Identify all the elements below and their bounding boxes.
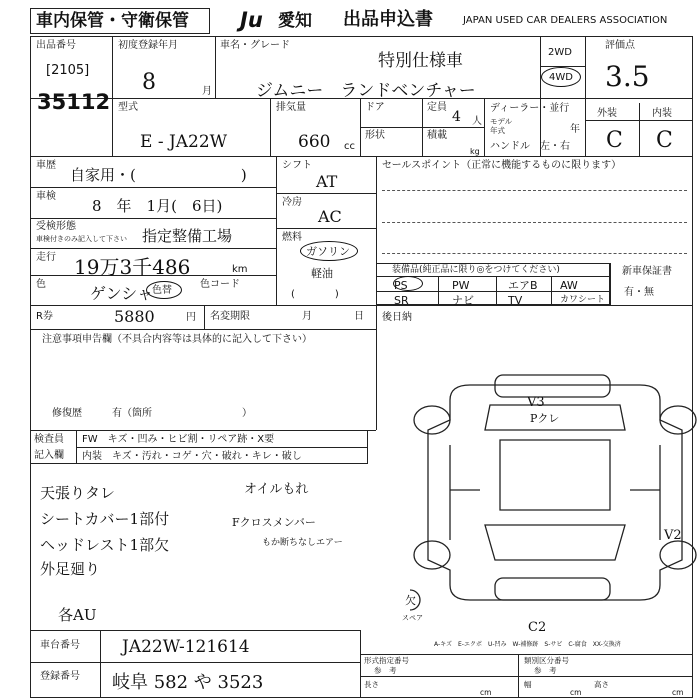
ju-logo: Ju: [240, 8, 263, 32]
service-note: 車検付きのみ記入して下さい: [36, 235, 127, 243]
displacement-value: 660: [298, 132, 331, 152]
mileage-value: 19万3千486: [74, 255, 191, 279]
model-year-label: モデル 年式: [490, 117, 513, 135]
equipment-item: ナビ: [452, 294, 474, 307]
seats-unit: 人: [472, 116, 482, 127]
fuel-other: ( ): [291, 289, 339, 300]
displacement-unit: cc: [344, 141, 355, 152]
type-spec-label: 形式指定番号: [364, 656, 409, 665]
drive-2wd: 2WD: [548, 47, 572, 58]
mileage-label: 走行: [36, 252, 56, 263]
equipment-item: カワシート: [560, 295, 606, 305]
repair-history-value: 有（箇所 ）: [112, 408, 252, 419]
fuel-label: 燃料: [282, 232, 302, 243]
car-damage-diagram: [410, 360, 700, 620]
ac-value: AC: [318, 207, 342, 226]
note-line-1: 天張りタレ: [40, 484, 116, 502]
equipment-item: エアB: [508, 279, 538, 292]
notes-label: 注意事項申告欄（不具合内容等は具体的に記入して下さい）: [42, 334, 312, 345]
rating-value: 3.5: [605, 60, 650, 93]
service-label: 受検形態: [36, 221, 76, 232]
form-title: 出品申込書: [343, 9, 433, 30]
note-oil: オイルもれ: [244, 482, 309, 497]
transfer-month: 月: [302, 311, 312, 322]
equipment-item: AW: [560, 279, 578, 292]
shift-label: シフト: [282, 160, 312, 171]
class-label: 類別区分番号: [524, 656, 569, 665]
association-name: JAPAN USED CAR DEALERS ASSOCIATION: [463, 15, 668, 26]
shift-value: AT: [316, 172, 338, 191]
class-reference: 参 考: [534, 666, 557, 675]
fuel-gas-circle: [300, 241, 358, 261]
color-value: ゲンシャ: [90, 284, 153, 303]
chassis-value: JA22W-121614: [122, 637, 250, 657]
width-unit: cm: [570, 688, 582, 697]
height-label: 高さ: [594, 680, 609, 689]
ps-circle: [393, 276, 423, 291]
sales-point-label: セールスポイント（正常に機能するものに限ります）: [382, 160, 622, 171]
spare-mark: 欠: [405, 594, 416, 607]
inspection-label: 車検: [36, 191, 56, 202]
type-label: 型式: [118, 102, 138, 113]
mileage-unit: km: [232, 264, 248, 275]
lot-label: 出品番号: [36, 40, 76, 51]
equipment-item: PS: [394, 279, 408, 292]
history-label: 車歴: [36, 160, 56, 171]
displacement-label: 排気量: [276, 102, 306, 113]
chassis-label: 車台番号: [40, 640, 80, 651]
first-reg-month-unit: 月: [202, 86, 212, 97]
first-reg-label: 初度登録年月: [118, 40, 178, 51]
first-reg-year: 8: [142, 70, 156, 95]
damage-mark-top-2: Pクレ: [530, 412, 560, 425]
length-label: 長さ: [364, 680, 379, 689]
drive-4wd-circle: [541, 67, 581, 87]
damage-mark-bottom: C2: [528, 620, 547, 635]
damage-mark-right: V2: [664, 528, 682, 543]
transfer-label: 名変期限: [210, 311, 250, 322]
tax-unit: 円: [186, 312, 196, 323]
model-value: ジムニー ランドベンチャー: [256, 81, 476, 101]
lot-number: 35112: [37, 90, 111, 114]
tax-label: R券: [36, 311, 53, 322]
seats-label: 定員: [427, 102, 447, 113]
interior-label: 内装: [652, 108, 672, 119]
color-code-label: 色コード: [200, 279, 240, 290]
note-line-4: 外足廻り: [40, 560, 101, 578]
org-name: 愛知: [278, 11, 312, 31]
repair-history-label: 修復歴: [52, 408, 82, 419]
inspector-label: 検査員: [34, 434, 64, 445]
post-install-label: 後日納: [382, 312, 412, 323]
storage-title: 車内保管・守衛保管: [36, 11, 189, 31]
dealer-label: ディーラー・並行: [490, 103, 570, 114]
inspector-fw-row: FW キズ・凹み・ヒビ割・リペア跡・X要: [82, 434, 275, 445]
note-front-cross: Fクロスメンバー: [232, 516, 316, 529]
exterior-label: 外装: [597, 108, 617, 119]
type-spec-reference: 参 考: [374, 666, 397, 675]
note-line-5: 各AU: [58, 606, 97, 624]
equipment-item: PW: [452, 279, 470, 292]
ac-label: 冷房: [282, 197, 302, 208]
color-change-circle: [146, 281, 182, 299]
color-label: 色: [36, 279, 46, 290]
width-label: 幅: [524, 680, 532, 689]
registration-label: 登録番号: [40, 671, 80, 682]
model-label: 車名・グレード: [220, 40, 290, 51]
height-unit: cm: [672, 688, 684, 697]
length-unit: cm: [480, 688, 492, 697]
damage-legend: A-キズ E-エクボ U-凹み W-補修跡 S-サビ C-腐食 XX-交換済: [434, 641, 621, 648]
model-year-unit: 年: [570, 124, 580, 135]
color-change: 色替: [152, 285, 172, 296]
transfer-day: 日: [354, 311, 364, 322]
door-label: ドア: [365, 102, 385, 113]
inspector-int-row: 内装 キズ・汚れ・コゲ・穴・破れ・キレ・破し: [82, 451, 302, 462]
service-value: 指定整備工場: [142, 227, 233, 245]
handle-label: ハンドル 左・右: [490, 141, 570, 152]
equipment-label: 装備品(純正品に限り◎をつけてください): [392, 265, 560, 275]
inspector-label-2: 記入欄: [34, 450, 64, 461]
warranty-value: 有・無: [624, 287, 654, 298]
rating-label: 評価点: [605, 40, 635, 51]
seats-value: 4: [452, 109, 461, 125]
equipment-item: TV: [508, 294, 523, 307]
load-unit: kg: [470, 147, 480, 156]
history-value: 自家用・( ): [70, 166, 247, 184]
load-label: 積載: [427, 130, 447, 141]
grade-value: 特別仕様車: [378, 51, 463, 71]
damage-mark-top: V3: [527, 395, 545, 410]
spare-label: スペア: [402, 614, 423, 622]
note-line-2: シートカバー1部付: [40, 510, 170, 528]
exterior-grade: C: [606, 128, 623, 153]
registration-value: 岐阜 582 や 3523: [112, 672, 264, 693]
fuel-diesel: 軽油: [311, 267, 333, 280]
warranty-label: 新車保証書: [622, 266, 672, 277]
type-value: E - JA22W: [140, 132, 228, 152]
fuel-gas: ガソリン: [306, 245, 350, 258]
shape-label: 形状: [365, 130, 385, 141]
note-cross-detail: もか断ちなしエアー: [262, 538, 343, 548]
lot-code: [2105]: [46, 63, 90, 78]
note-line-3: ヘッドレスト1部欠: [40, 536, 170, 554]
interior-grade: C: [656, 128, 673, 153]
inspection-value: 8 年 1月( 6日): [92, 197, 223, 215]
drive-4wd: 4WD: [549, 72, 573, 83]
tax-value: 5880: [114, 307, 155, 326]
equipment-item: SR: [394, 294, 409, 307]
